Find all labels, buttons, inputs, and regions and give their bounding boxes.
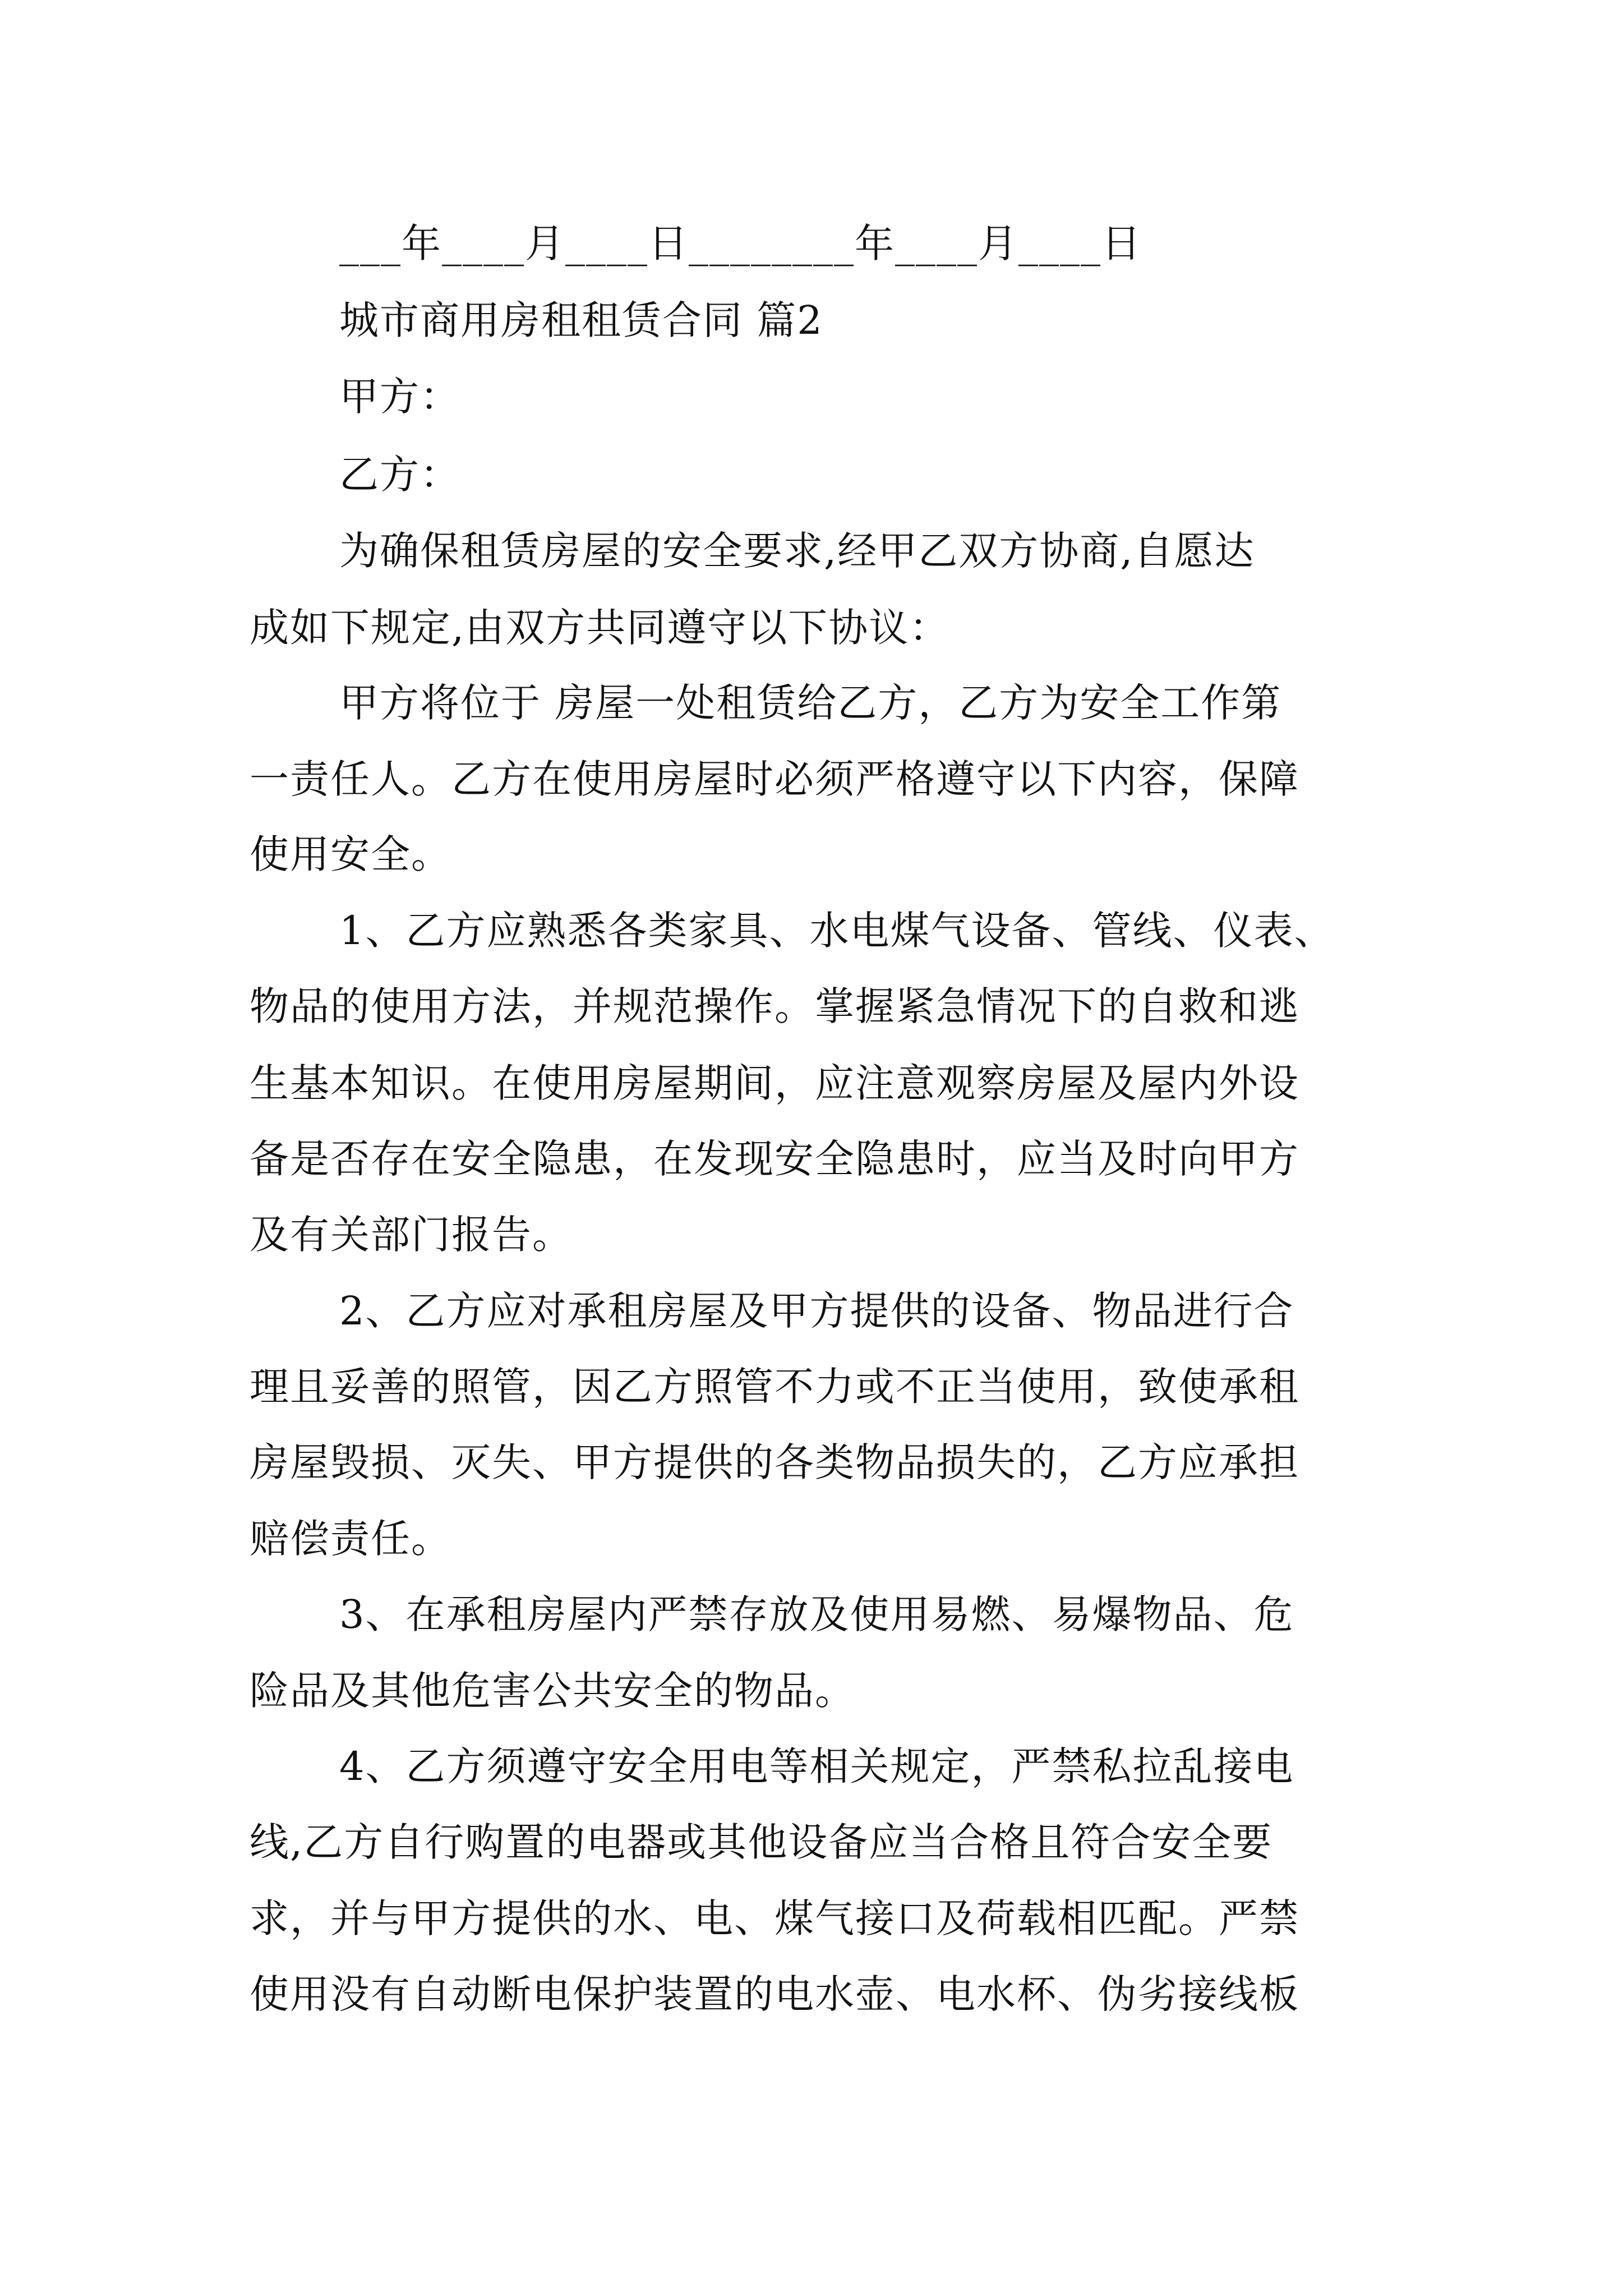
paragraph-line: 赔偿责任。 bbox=[250, 1516, 451, 1562]
paragraph-line: 求，并与甲方提供的水、电、煤气接口及荷载相匹配。严禁 bbox=[250, 1895, 1299, 1941]
date-line: ___年____月____日________年____月____日 bbox=[339, 220, 1142, 266]
contract-heading: 城市商用房租租赁合同 篇2 bbox=[339, 297, 823, 343]
paragraph-line: 及有关部门报告。 bbox=[250, 1212, 573, 1258]
party-a-label: 甲方： bbox=[339, 374, 460, 420]
paragraph-line: 理且妥善的照管，因乙方照管不力或不正当使用，致使承租 bbox=[250, 1364, 1299, 1410]
paragraph-line: 险品及其他危害公共安全的物品。 bbox=[250, 1668, 855, 1714]
paragraph-line: 线,乙方自行购置的电器或其他设备应当合格且符合安全要 bbox=[250, 1819, 1273, 1865]
paragraph-line: 1、乙方应熟悉各类家具、水电煤气设备、管线、仪表、 bbox=[339, 908, 1335, 954]
paragraph-line: 4、乙方须遵守安全用电等相关规定，严禁私拉乱接电 bbox=[339, 1743, 1294, 1789]
paragraph-line: 一责任人。乙方在使用房屋时必须严格遵守以下内容，保障 bbox=[250, 756, 1299, 802]
paragraph-line: 房屋毁损、灭失、甲方提供的各类物品损失的，乙方应承担 bbox=[250, 1439, 1299, 1485]
paragraph-line: 备是否存在安全隐患，在发现安全隐患时，应当及时向甲方 bbox=[250, 1136, 1299, 1182]
paragraph-line: 使用安全。 bbox=[250, 831, 451, 877]
party-b-label: 乙方： bbox=[339, 452, 460, 498]
paragraph-line: 使用没有自动断电保护装置的电水壶、电水杯、伪劣接线板 bbox=[250, 1971, 1299, 2017]
paragraph-line: 生基本知识。在使用房屋期间，应注意观察房屋及屋内外设 bbox=[250, 1060, 1299, 1106]
paragraph-line: 甲方将位于 房屋一处租赁给乙方，乙方为安全工作第 bbox=[339, 680, 1282, 726]
paragraph-line: 3、在承租房屋内严禁存放及使用易燃、易爆物品、危 bbox=[339, 1591, 1294, 1637]
paragraph-line: 物品的使用方法，并规范操作。掌握紧急情况下的自救和逃 bbox=[250, 983, 1299, 1029]
paragraph-line: 成如下规定,由双方共同遵守以下协议： bbox=[250, 605, 950, 651]
paragraph-line: 2、乙方应对承租房屋及甲方提供的设备、物品进行合 bbox=[339, 1288, 1294, 1334]
paragraph-line: 为确保租赁房屋的安全要求,经甲乙双方协商,自愿达 bbox=[339, 528, 1255, 574]
